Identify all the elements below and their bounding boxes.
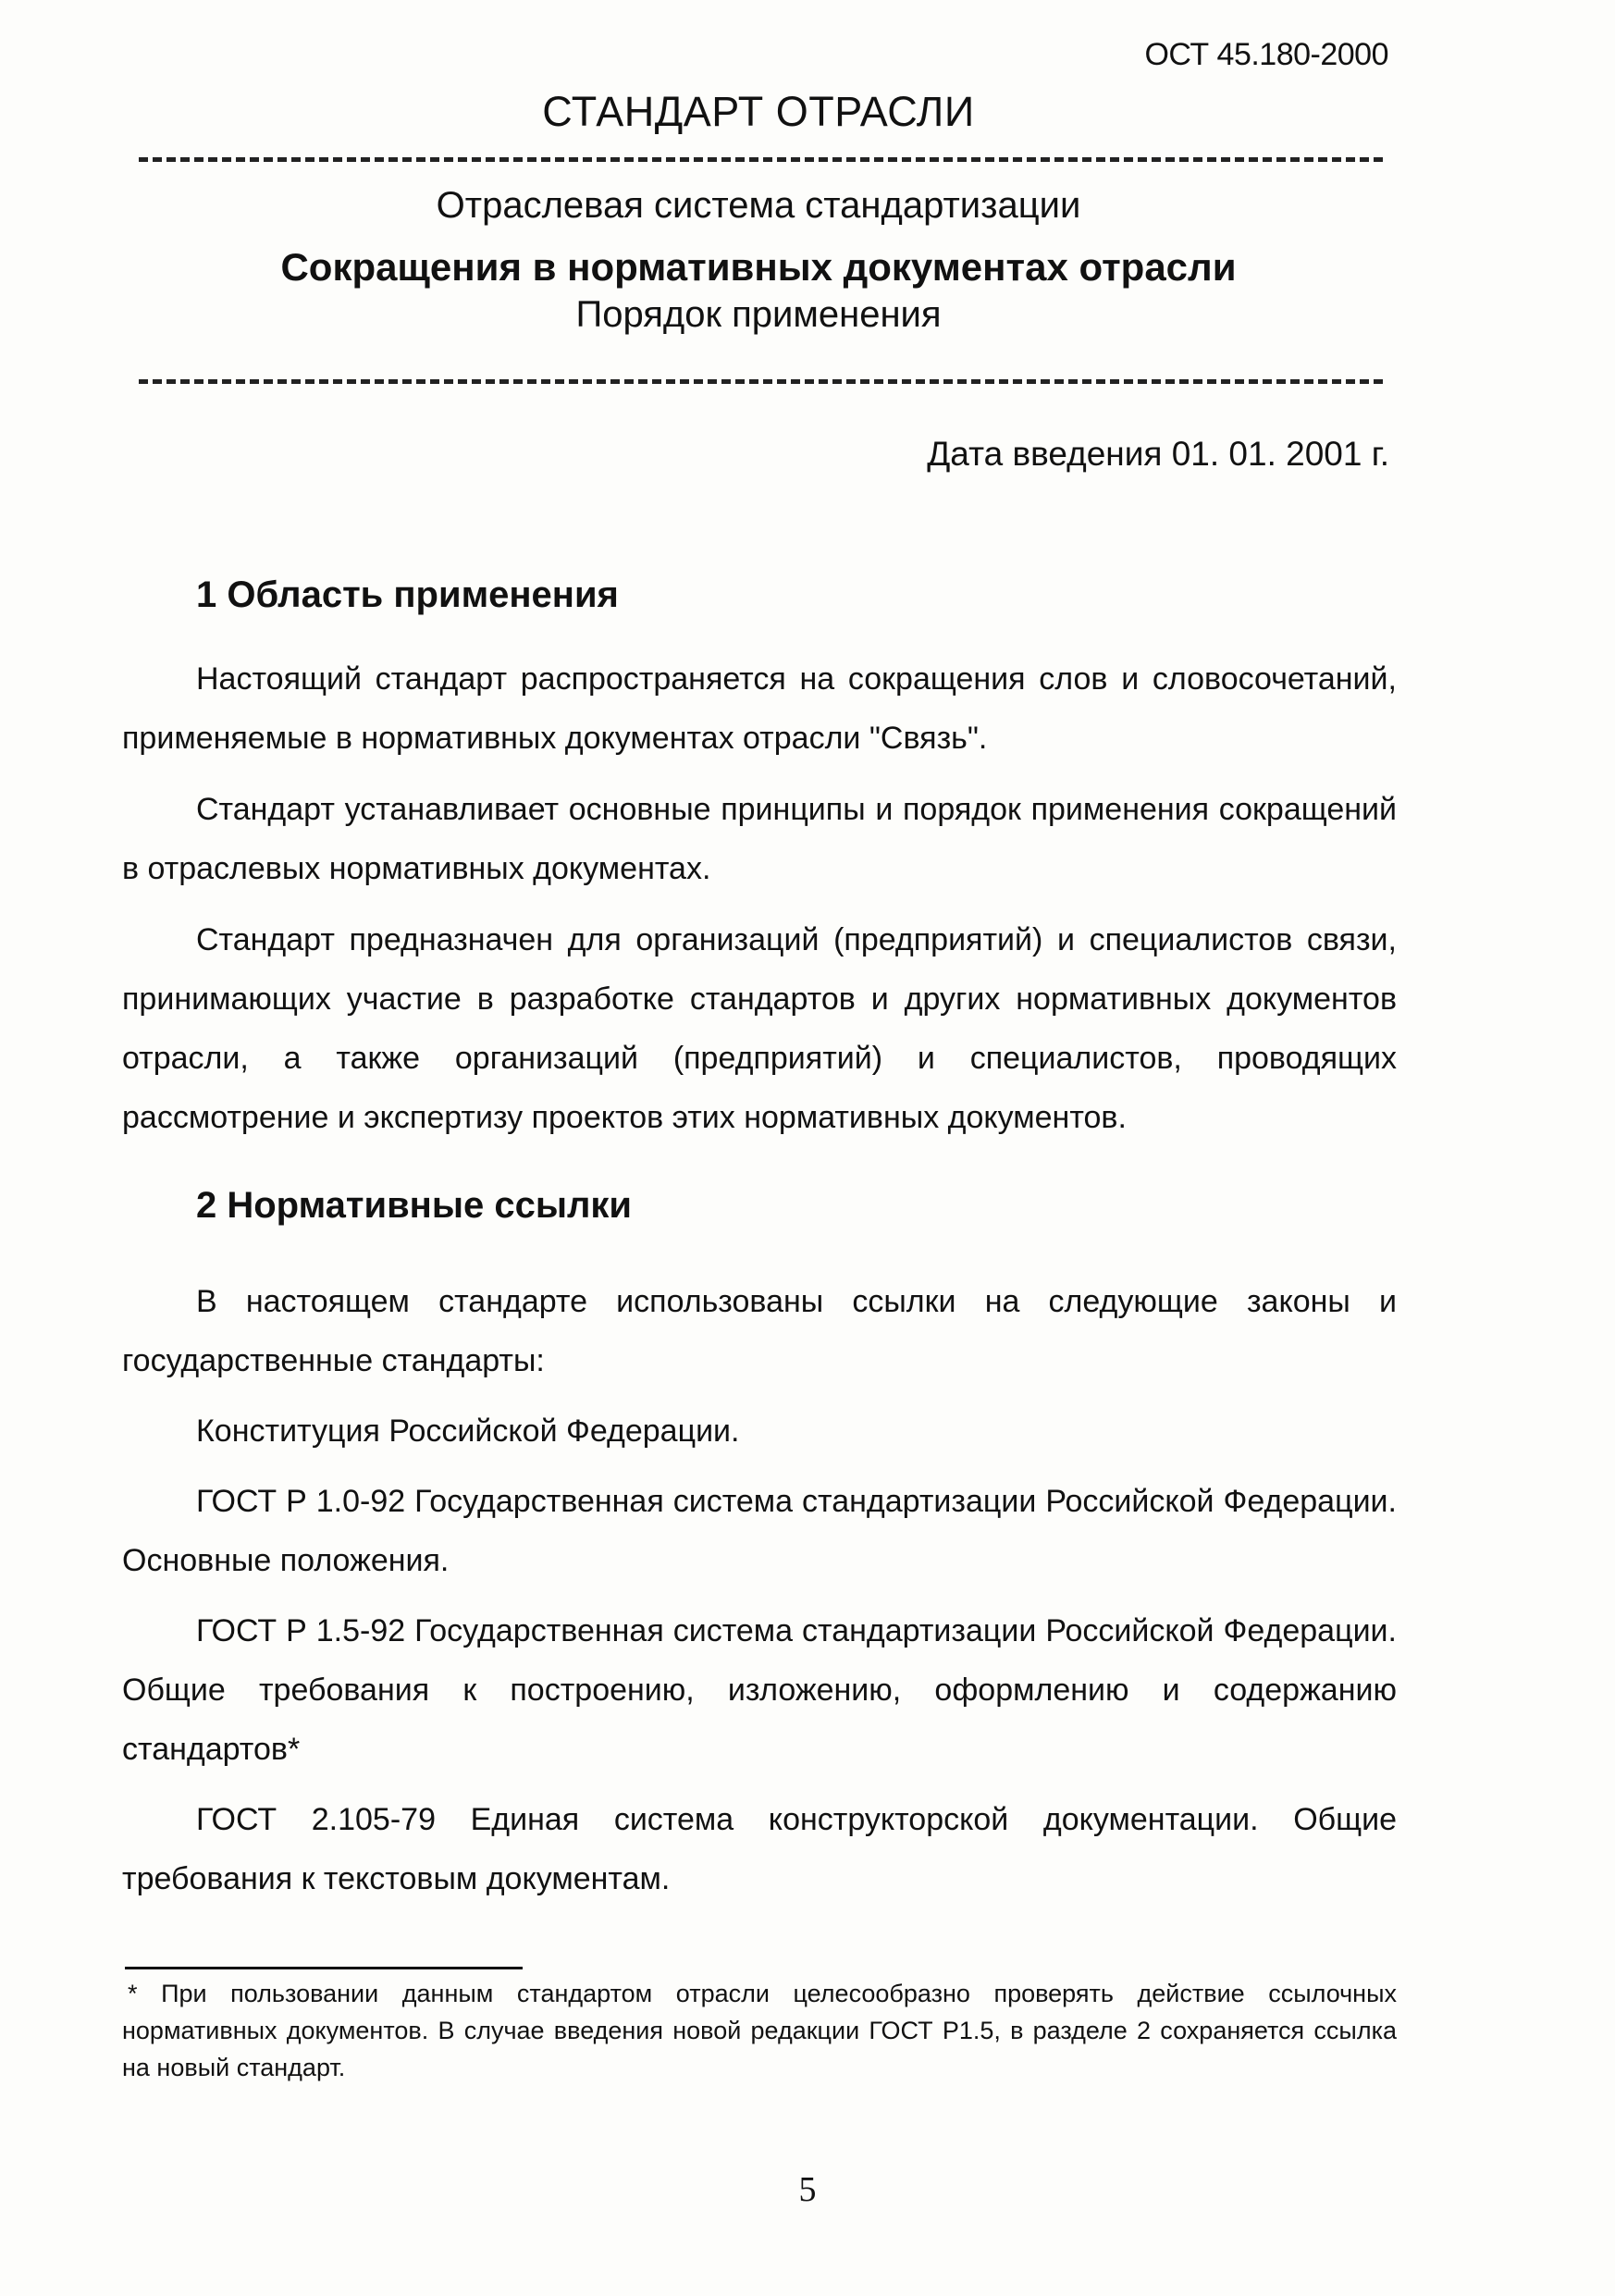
document-type: СТАНДАРТ ОТРАСЛИ [542, 88, 975, 135]
standard-series: Отраслевая система стандартизации [436, 185, 1081, 226]
section-2-paragraph: В настоящем стандарте использованы ссылки на следующие законы и государственные стандарты: [122, 1284, 1397, 1378]
footnote-divider [125, 1967, 523, 1969]
section-2-heading: 2 Нормативные ссылки [196, 1185, 633, 1226]
section-1-heading: 1 Область применения [196, 574, 619, 615]
reference-item: Конституция Российской Федерации. [196, 1413, 740, 1449]
reference-item: ГОСТ 2.105-79 Единая система конструкторской документации. Общие требования к текстовым документам. [122, 1802, 1397, 1896]
footnote: * При пользовании данным стандартом отрасли целесообразно проверять действие ссылочных нормативных документов. В случае введения новой редакции ГОСТ Р1.5, в разделе 2 сохраняется ссылка на новый стандарт. [122, 1980, 1397, 2081]
header-divider-bottom [139, 379, 1383, 384]
document-title: Сокращения в нормативных документах отрасли [280, 245, 1237, 289]
document-subtitle: Порядок применения [575, 294, 942, 335]
header-divider-top [139, 157, 1383, 162]
reference-item: ГОСТ Р 1.0-92 Государственная система стандартизации Российской Федерации. Основные положения. [122, 1484, 1397, 1578]
introduction-date: Дата введения 01. 01. 2001 г. [927, 435, 1389, 473]
document-code: ОСТ 45.180-2000 [1144, 37, 1388, 72]
section-1-paragraph: Настоящий стандарт распространяется на сокращения слов и словосочетаний, применяемые в нормативных документах отрасли "Связь". [122, 661, 1397, 756]
section-1-paragraph: Стандарт устанавливает основные принципы и порядок применения сокращений в отраслевых нормативных документах. [122, 792, 1397, 886]
section-1-paragraph: Стандарт предназначен для организаций (предприятий) и специалистов связи, принимающих участие в разработке стандартов и других нормативных документов отрасли, а также организаций (предприятий) и специалистов, проводящих рассмотрение и экспертизу проектов этих нормативных документов. [122, 922, 1397, 1135]
page-number: 5 [798, 2170, 817, 2209]
reference-item: ГОСТ Р 1.5-92 Государственная система стандартизации Российской Федерации. Общие требования к построению, изложению, оформлению и содержанию стандартов* [122, 1613, 1397, 1767]
